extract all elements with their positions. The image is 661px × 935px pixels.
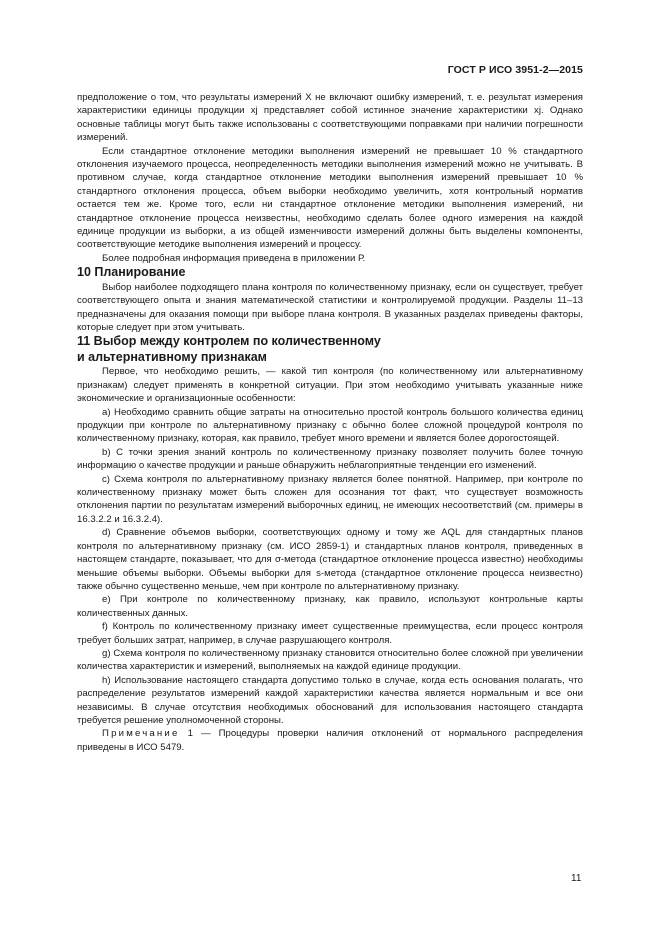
list-item-f: f) Контроль по количественному признаку имеет существенные преимущества, если процесс контроля требует больших затрат, например, в случае разрушающего контроля. [77, 621, 583, 646]
note-1 [77, 727, 583, 754]
section-11-heading [77, 334, 583, 365]
paragraph-continuation: предположение о том, что результаты измерений X не включают ошибку измерений, т. е. результат измерения характеристики единицы продукции xj представляет собой истинное значение характеристики xj. Однако основные таблицы могут быть также использованы с соответствующими поправками при наличии погрешности измерений. [77, 92, 583, 144]
note-text: 1 — Процедуры проверки наличия отклонений от нормального распределения приведены в ИСО 5479. [77, 728, 583, 753]
list-item-d: d) Сравнение объемов выборки, соответствующих одному и тому же AQL для стандартных планов контроля по альтернативному признаку (см. ИСО 2859-1) и стандартных планов контроля, приведенных в настоящем стандарте, показывает, что для σ-метода (стандартное отклонение процесса известно) необходимы меньшие объемы выборки. Объемы выборки для s-метода (стандартное отклонение процесса неизвестно) также обычно существенно меньше, чем при контроле по альтернативному признаку. [77, 527, 583, 592]
standard-header: ГОСТ Р ИСО 3951-2—2015 [447, 64, 583, 76]
section-11-title-line2: и альтернативному признакам [77, 349, 267, 364]
section-10-paragraph: Выбор наиболее подходящего плана контроля по количественному признаку, если он существует, требует соответствующего опыта и знания математической статистики и контролируемой продукции. Разделы 11–13 предназначены для оказания помощи при выборе плана контроля. В указанных разделах приведены факторы, которые следует при этом учитывать. [77, 281, 583, 333]
section-10-heading [77, 265, 583, 281]
section-11-intro: Первое, что необходимо решить, — какой тип контроля (по количественному или альтернативному признакам) следует применять в конкретной ситуации. При этом необходимо учитывать указанные ниже экономические и организационные особенности: [77, 366, 583, 405]
section-10-title: 10 Планирование [77, 265, 186, 280]
list-item-c: c) Схема контроля по альтернативному признаку является более понятной. Например, при контроле по количественному признаку может быть сложен для осознания тот факт, что существует возможность отклонения партии по результатам измерений выборочных единиц, не имеющих несоответствий (см. примеры в 16.3.2.2 и 16.3.2.4). [77, 473, 583, 525]
section-11-title-line1: 11 Выбор между контролем по количественному [77, 334, 381, 349]
paragraph-measurement-uncertainty: Если стандартное отклонение методики выполнения измерений не превышает 10 % стандартного отклонения изучаемого процесса, неопределенность методики выполнения измерений можно не учитывать. В противном случае, когда стандартное отклонение методики выполнения измерений превышает 10 % стандартного отклонения процесса, объем выборки необходимо увеличить, хотя контрольный норматив остается тем же. Кроме того, если ни стандартное отклонение методики выполнения измерений, ни стандартное отклонение процесса неизвестны, необходимо сделать более одного измерения на каждой единице продукции из выборки, а из общей изменчивости измерений должны быть выделены компоненты, соответствующие методике выполнения измерений и процессу. [77, 145, 583, 251]
page-number: 11 [571, 873, 582, 884]
list-item-g: g) Схема контроля по количественному признаку становится относительно более сложной при увеличении количества характеристик и измерений, выполняемых на каждой единице продукции. [77, 647, 583, 673]
note-label: Примечание [102, 728, 180, 740]
paragraph-annex-reference: Более подробная информация приведена в приложении Р. [102, 252, 366, 264]
page-content [77, 91, 583, 754]
list-item-a: a) Необходимо сравнить общие затраты на относительно простой контроль большого количества единиц продукции при контроле по альтернативному признаку с обычно более сложной процедурой контроля по количественному признаку, которая, как правило, требует много времени и является более дорогостоящей. [77, 406, 583, 445]
list-item-e: e) При контроле по количественному признаку, как правило, используют контрольные карты количественных данных. [77, 594, 583, 619]
list-item-b: b) С точки зрения знаний контроль по количественному признаку позволяет получить более точную информацию о качестве продукции и раньше обнаружить неблагоприятные тенденции его изменений. [77, 446, 583, 472]
list-item-h: h) Использование настоящего стандарта допустимо только в случае, когда есть основания полагать, что распределение результатов измерений каждой характеристики качества является нормальным и все они независимы. В случае отсутствия необходимых обоснований для использования настоящего стандарта требуется решение уполномоченной стороны. [77, 674, 583, 726]
